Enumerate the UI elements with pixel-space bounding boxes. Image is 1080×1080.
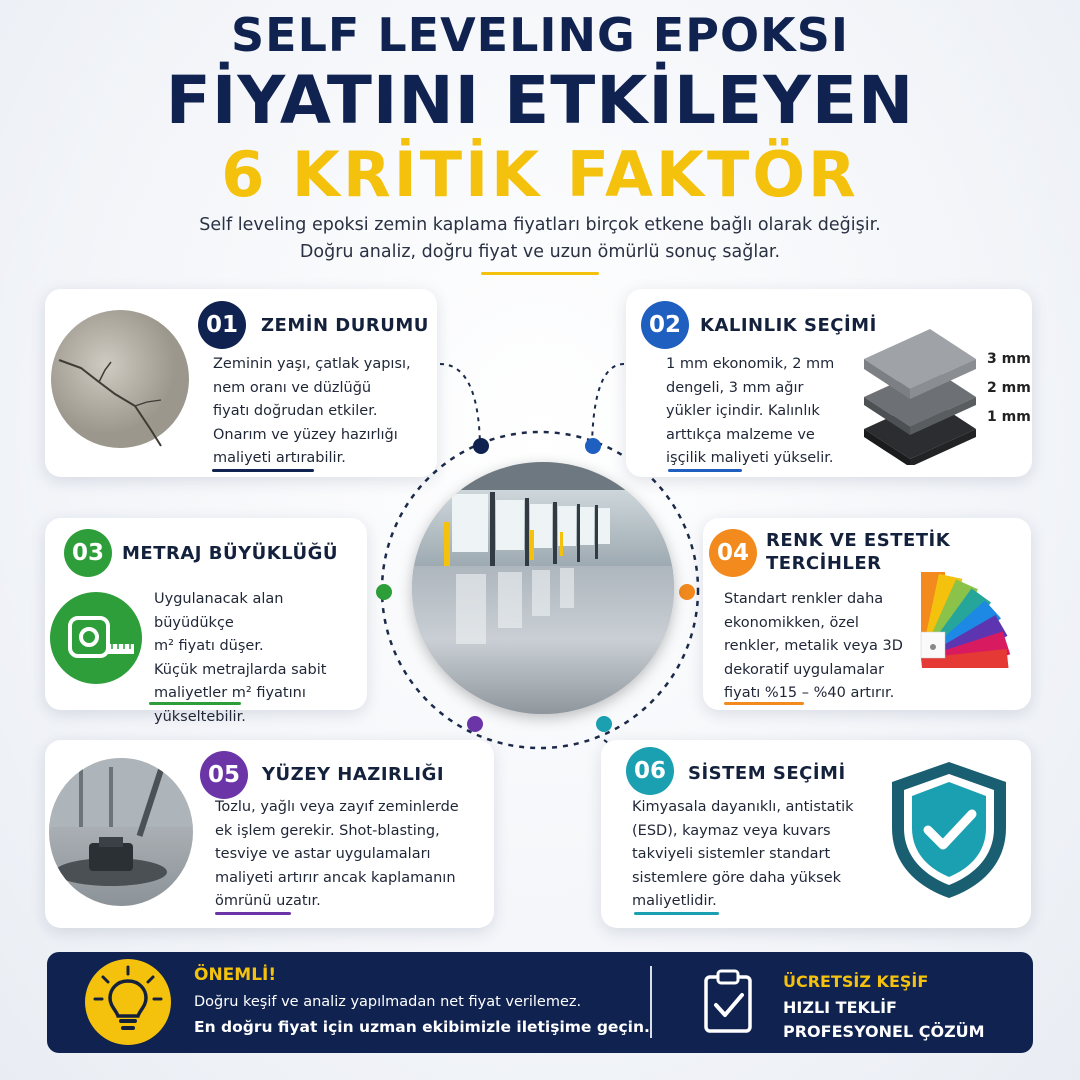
factor-number-03: 03 [64, 529, 112, 577]
floor-grinder-image [49, 757, 193, 907]
factor-underline-05 [215, 912, 291, 915]
factor-card-05 [45, 740, 494, 928]
factor-title-05: YÜZEY HAZIRLIĞI [262, 764, 445, 785]
connector-dot-02 [585, 438, 601, 454]
factor-title-04-line-1: RENK VE ESTETİK [766, 530, 951, 551]
cracked-concrete-image [51, 310, 189, 448]
factor-body-01: Zeminin yaşı, çatlak yapısı, nem oranı ve düzlüğü fiyatı doğrudan etkiler. Onarım ve yüzey hazırlığı maliyeti artırabilir. [213, 356, 411, 466]
connector-dot-06 [596, 716, 612, 732]
factor-body-03: Uygulanacak alan büyüdükçe m² fiyatı düşer. Küçük metrajlarda sabit maliyetler m² fiyatını yükseltebilir. [154, 591, 327, 725]
factor-number-04: 04 [709, 529, 757, 577]
important-text-2: En doğru fiyat için uzman ekibimizle iletişime geçin. [194, 1018, 650, 1036]
factor-card-01 [45, 289, 437, 477]
important-label: ÖNEMLİ! [194, 965, 277, 985]
factor-body-06: Kimyasala dayanıklı, antistatik (ESD), kaymaz veya kuvars takviyeli sistemler standart sistemlere göre daha yüksek maliyetlidir. [632, 799, 854, 909]
layer-label-2mm: 2 mm [987, 380, 1031, 396]
factor-underline-06 [634, 912, 719, 915]
footer-divider [650, 966, 652, 1038]
factor-number-02: 02 [641, 301, 689, 349]
subtitle-line-2: Doğru analiz, doğru fiyat ve uzun ömürlü sonuç sağlar. [299, 242, 781, 262]
connector-dot-05 [467, 716, 483, 732]
factor-body-05: Tozlu, yağlı veya zayıf zeminlerde ek işlem gerekir. Shot-blasting, tesviye ve astar uygulamaları maliyeti artırır ancak kaplamanın ömrünü uzatır. [215, 799, 459, 909]
factor-title-02: KALINLIK SEÇİMİ [700, 315, 877, 336]
epoxy-floor-image [412, 462, 674, 714]
factor-card-06 [601, 740, 1031, 928]
clipboard-check-icon [702, 969, 754, 1033]
layer-thickness-icon [858, 325, 984, 465]
factor-underline-02 [668, 469, 742, 472]
layer-label-3mm: 3 mm [987, 351, 1031, 367]
factor-card-02 [626, 289, 1032, 477]
important-text-1: Doğru keşif ve analiz yapılmadan net fiyat verilemez. [194, 994, 582, 1010]
connector-dot-01 [473, 438, 489, 454]
lightbulb-icon [85, 959, 171, 1045]
factor-underline-03 [149, 702, 241, 705]
factor-number-05: 05 [200, 751, 248, 799]
factor-body-02: 1 mm ekonomik, 2 mm dengeli, 3 mm ağır yükler içindir. Kalınlık arttıkça malzeme ve işçilik maliyeti yükselir. [666, 356, 835, 466]
factor-card-04 [703, 518, 1031, 710]
connector-dot-03 [376, 584, 392, 600]
tape-measure-icon [50, 592, 142, 684]
shield-check-icon [886, 758, 1012, 902]
color-swatch-icon [911, 564, 1023, 668]
cta-quick-quote: HIZLI TEKLİF [783, 998, 897, 1017]
factor-title-03: METRAJ BÜYÜKLÜĞÜ [122, 543, 339, 564]
subtitle-line-1: Self leveling epoksi zemin kaplama fiyatları birçok etkene bağlı olarak değişir. [199, 215, 881, 235]
cta-free-survey: ÜCRETSİZ KEŞİF [783, 972, 929, 991]
title-line-3: 6 KRİTİK FAKTÖR [221, 138, 859, 211]
layer-label-1mm: 1 mm [987, 409, 1031, 425]
factor-title-01: ZEMİN DURUMU [261, 315, 429, 336]
factor-title-06: SİSTEM SEÇİMİ [688, 763, 846, 784]
connector-dot-04 [679, 584, 695, 600]
title-line-2: FİYATINI ETKİLEYEN [165, 62, 915, 139]
footer-banner [47, 952, 1033, 1053]
factor-title-04-line-2: TERCİHLER [766, 553, 882, 574]
factor-number-01: 01 [198, 301, 246, 349]
factor-underline-04 [724, 702, 804, 705]
cta-professional-solution: PROFESYONEL ÇÖZÜM [783, 1022, 985, 1041]
factor-underline-01 [212, 469, 314, 472]
factor-number-06: 06 [626, 747, 674, 795]
title-line-1: SELF LEVELING EPOKSI [231, 8, 849, 62]
factor-body-04: Standart renkler daha ekonomikken, özel renkler, metalik veya 3D dekoratif uygulamalar fiyatı %15 – %40 artırır. [724, 591, 903, 701]
factor-card-03 [45, 518, 367, 725]
